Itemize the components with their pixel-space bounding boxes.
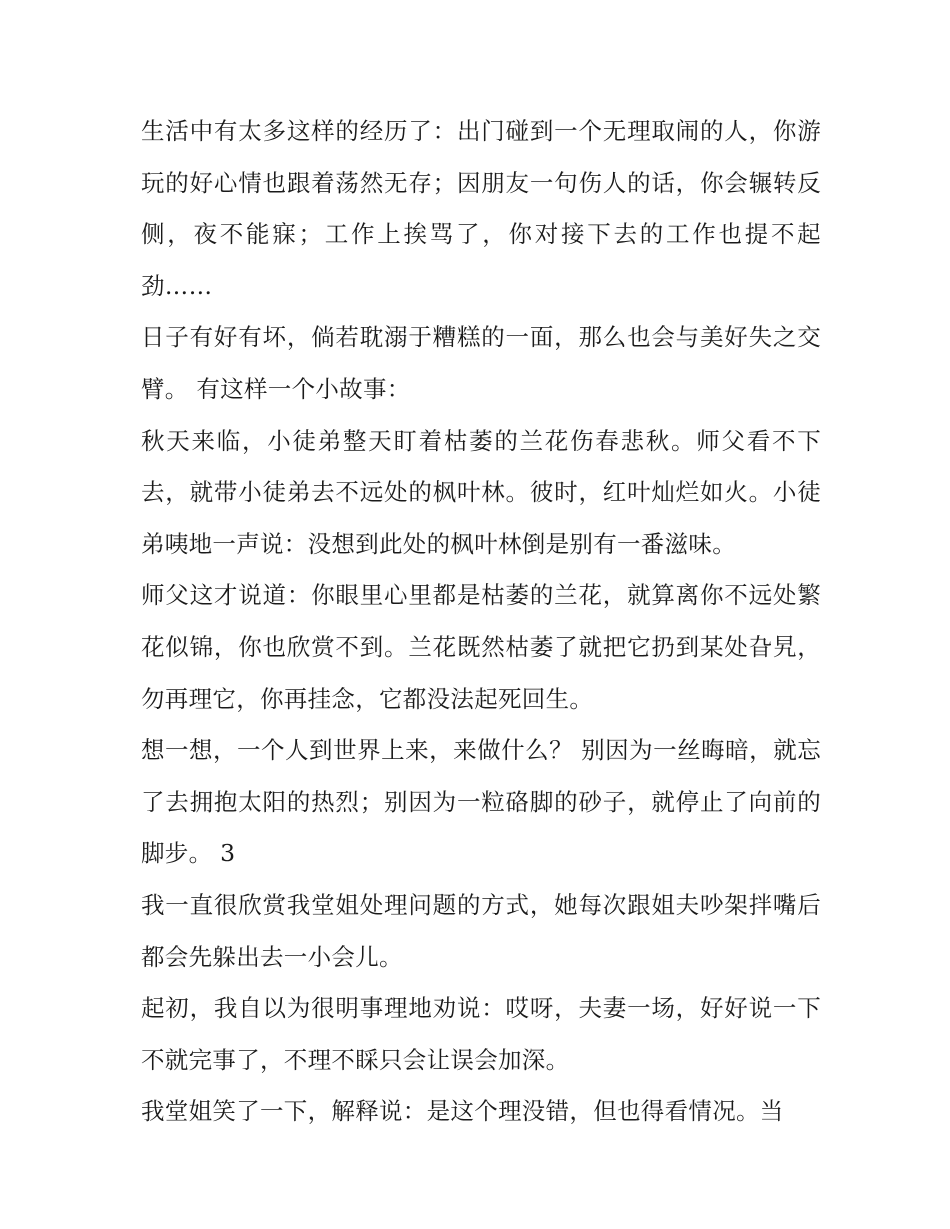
paragraph: 我堂姐笑了一下，解释说：是这个理没错，但也得看情况。当 (141, 1097, 784, 1126)
paragraph: 我一直很欣赏我堂姐处理问题的方式，她每次跟姐夫吵架拌嘴后都会先躲出去一小会儿。 (141, 890, 821, 971)
paragraph: 起初，我自以为很明事理地劝说：哎呀，夫妻一场，好好说一下不就完事了，不理不睬只会让误会加深。 (141, 994, 821, 1074)
paragraph: 想一想，一个人到世界上来，来做什么？ 别因为一丝晦暗，就忘了去拥抱太阳的热烈；别因为一粒硌脚的砂子，就停止了向前的脚步。 3 (141, 736, 821, 868)
paragraph: 秋天来临，小徒弟整天盯着枯萎的兰花伤春悲秋。师父看不下去，就带小徒弟去不远处的枫叶林。彼时，红叶灿烂如火。小徒弟咦地一声说：没想到此处的枫叶林倒是别有一番滋味。 (141, 426, 821, 558)
paragraph: 生活中有太多这样的经历了：出门碰到一个无理取闹的人，你游玩的好心情也跟着荡然无存；因朋友一句伤人的话，你会辗转反侧，夜不能寐；工作上挨骂了，你对接下去的工作也提不起劲…… (141, 117, 821, 300)
article-body (141, 106, 821, 1138)
paragraph: 日子有好有坏，倘若耽溺于糟糕的一面，那么也会与美好失之交臂。 有这样一个小故事： (141, 323, 821, 403)
paragraph: 师父这才说道：你眼里心里都是枯萎的兰花，就算离你不远处繁花似锦，你也欣赏不到。兰花既然枯萎了就把它扔到某处旮旯，勿再理它，你再挂念，它都没法起死回生。 (141, 581, 821, 713)
